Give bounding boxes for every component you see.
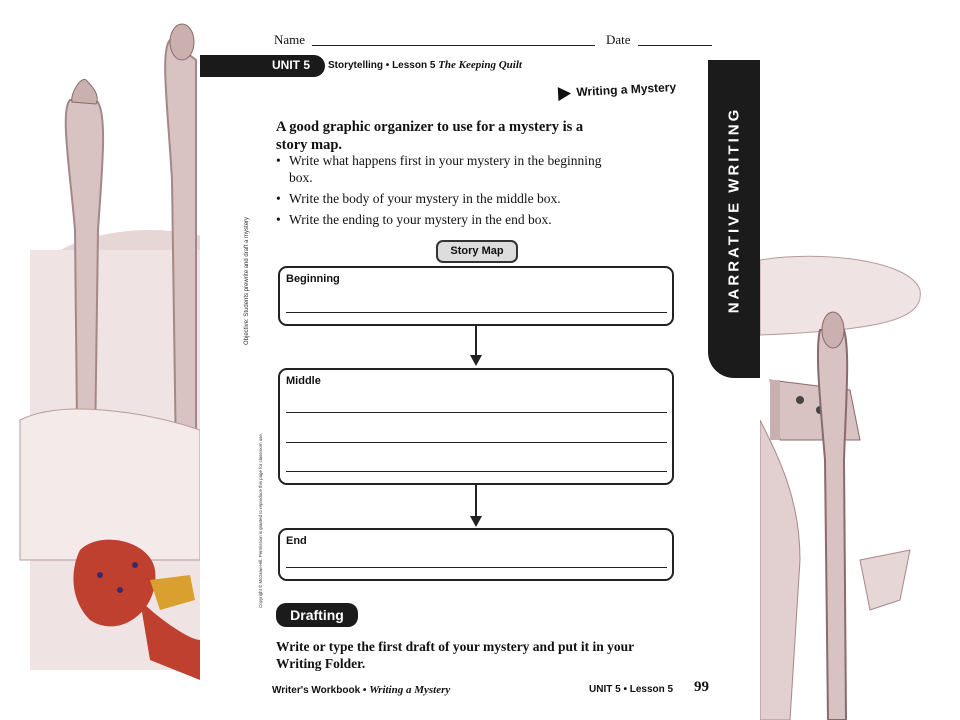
drafting-instructions: Write or type the first draft of your mystery and put it in your Writing Folder.: [276, 639, 634, 671]
chair-illustration-right: [760, 0, 960, 720]
story-map-title: Story Map: [436, 240, 518, 263]
writing-line: [286, 312, 667, 313]
instruction-item: • Write what happens first in your mystery in the beginning box.: [276, 152, 621, 186]
section-tag: [558, 80, 677, 101]
instruction-item: • Write the ending to your mystery in the end box.: [276, 211, 621, 228]
workbook-page: [200, 0, 760, 720]
instruction-list: [276, 152, 621, 232]
section-tag-label: Writing a Mystery: [576, 79, 677, 100]
instruction-item: • Write the body of your mystery in the middle box.: [276, 190, 621, 207]
flow-arrow-line: [475, 324, 477, 356]
middle-box[interactable]: [278, 368, 674, 485]
down-arrow-icon: [470, 355, 482, 366]
drafting-badge: Drafting: [276, 603, 358, 627]
pointer-arrow-icon: [558, 86, 572, 101]
intro-text: A good graphic organizer to use for a mystery is a story map.: [276, 119, 584, 153]
down-arrow-icon: [470, 516, 482, 527]
side-tab: [708, 60, 760, 378]
flow-arrow-line: [475, 483, 477, 517]
footer-workbook: [272, 684, 450, 696]
side-tab-label: NARRATIVE WRITING: [725, 106, 743, 314]
unit-label: UNIT 5: [272, 58, 311, 72]
bedpost-illustration-left: [0, 0, 200, 720]
footer-unit-lesson: UNIT 5 • Lesson 5: [589, 684, 674, 695]
page-number: 99: [694, 679, 709, 695]
footer-workbook-title: Writing a Mystery: [369, 684, 451, 696]
breadcrumb-prefix: Storytelling • Lesson 5: [328, 60, 436, 71]
name-field-line: [312, 45, 595, 46]
writing-line: [286, 442, 667, 443]
objective-caption: Objective: Students prewrite and draft a mystery: [244, 216, 250, 345]
copyright-caption: Copyright © McGraw-Hill. Permission is granted to reproduce this page for classroom use.: [258, 432, 263, 608]
writing-line: [286, 412, 667, 413]
writing-line: [286, 567, 667, 568]
end-box[interactable]: [278, 528, 674, 581]
writing-line: [286, 471, 667, 472]
end-label: End: [286, 535, 307, 547]
date-field-line: [638, 45, 712, 46]
beginning-label: Beginning: [286, 273, 340, 285]
name-label: Name: [274, 32, 306, 47]
lesson-breadcrumb: [328, 59, 522, 71]
beginning-box[interactable]: [278, 266, 674, 326]
breadcrumb-title: The Keeping Quilt: [438, 59, 522, 71]
middle-label: Middle: [286, 375, 321, 387]
footer-workbook-label: Writer's Workbook •: [272, 685, 367, 696]
date-label: Date: [606, 32, 631, 47]
